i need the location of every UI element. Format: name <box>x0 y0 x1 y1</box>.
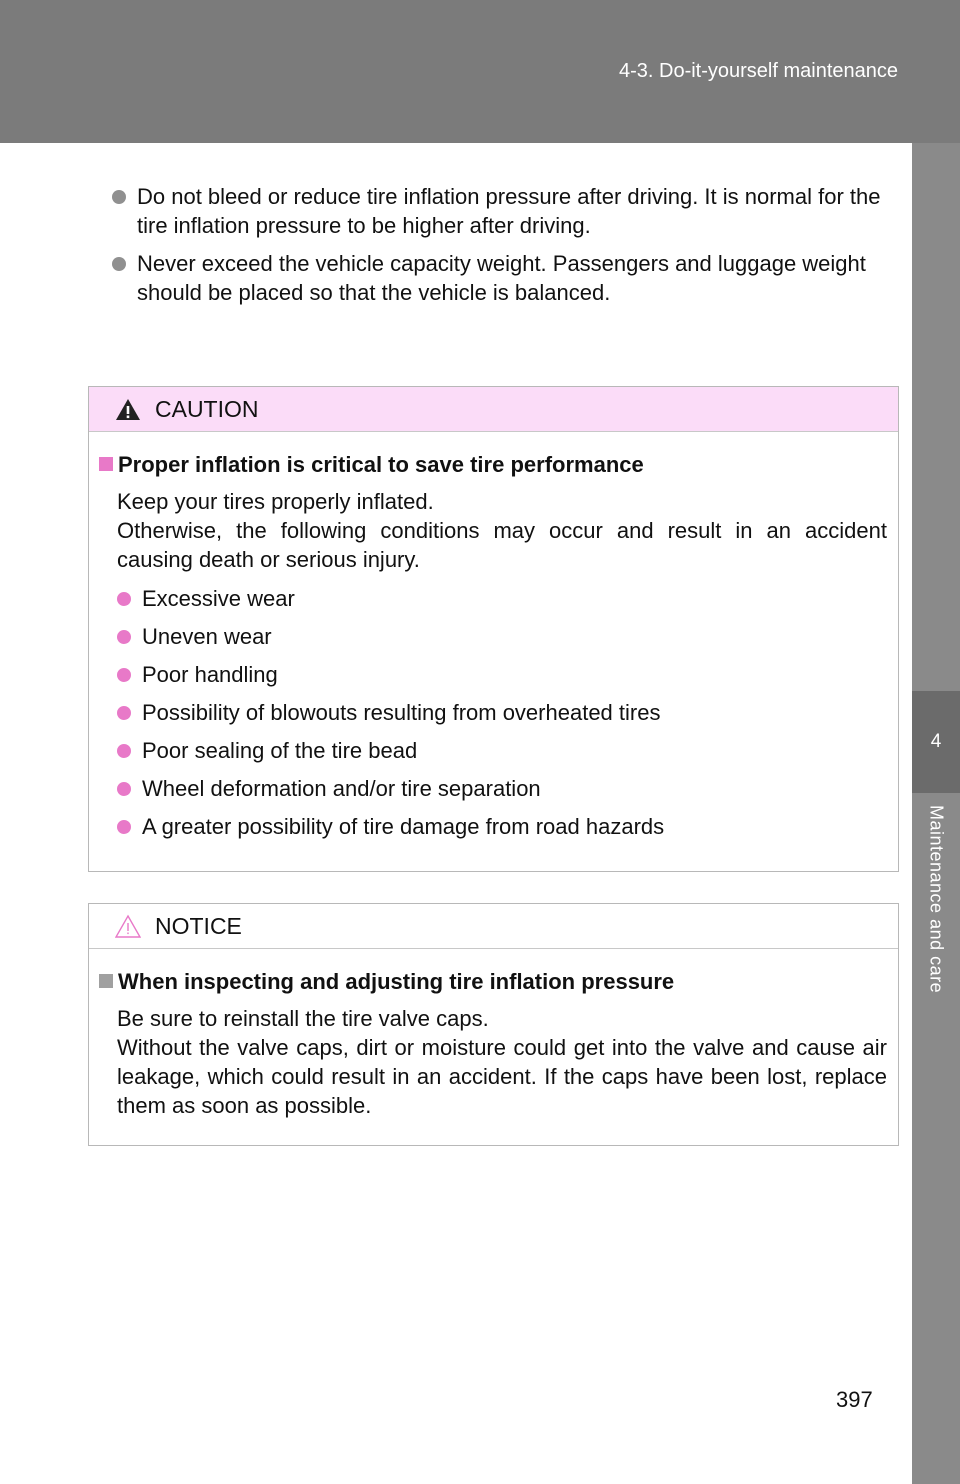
list-item: Poor handling <box>117 660 887 689</box>
list-item: Do not bleed or reduce tire inflation pressure after driving. It is normal for the tire inflation pressure to be higher after driving. <box>112 182 902 240</box>
caution-label: CAUTION <box>155 395 259 422</box>
chapter-title: Maintenance and care <box>926 805 947 994</box>
bullet-dot-icon <box>117 668 131 682</box>
list-item: Excessive wear <box>117 584 887 613</box>
caution-paragraph: Otherwise, the following conditions may occur and result in an accident causing death or serious injury. <box>117 518 887 572</box>
notice-paragraph: Without the valve caps, dirt or moisture could get into the valve and cause air leakage, which could result in an accident. If the caps have been lost, replace them as soon as possible. <box>117 1035 887 1118</box>
top-bullet-list <box>112 182 902 316</box>
caution-box <box>88 386 899 872</box>
list-item: Never exceed the vehicle capacity weight. Passengers and luggage weight should be placed so that the vehicle is balanced. <box>112 249 902 307</box>
section-title: 4-3. Do-it-yourself maintenance <box>618 60 898 82</box>
caution-header <box>89 387 898 432</box>
chapter-title-vertical <box>912 793 960 1033</box>
bullet-dot-icon <box>117 706 131 720</box>
notice-triangle-icon <box>115 914 141 938</box>
caution-heading: Proper inflation is critical to save tire performance <box>89 450 887 479</box>
bullet-dot-icon <box>117 592 131 606</box>
bullet-dot-icon <box>112 190 126 204</box>
chapter-number: 4 <box>912 691 960 793</box>
square-bullet-icon <box>99 974 113 988</box>
list-item: A greater possibility of tire damage from road hazards <box>117 812 887 841</box>
bullet-dot-icon <box>117 630 131 644</box>
bullet-dot-icon <box>117 782 131 796</box>
chapter-side-tab <box>912 143 960 1484</box>
list-item: Poor sealing of the tire bead <box>117 736 887 765</box>
notice-header <box>89 904 898 949</box>
notice-heading: When inspecting and adjusting tire inflation pressure <box>89 967 887 996</box>
bullet-dot-icon <box>117 744 131 758</box>
square-bullet-icon <box>99 457 113 471</box>
page-number: 397 <box>836 1387 873 1412</box>
list-item: Wheel deformation and/or tire separation <box>117 774 887 803</box>
notice-paragraph: Be sure to reinstall the tire valve caps. <box>117 1006 489 1031</box>
notice-box <box>88 903 899 1146</box>
page-header <box>0 0 960 143</box>
caution-body <box>89 432 898 841</box>
bullet-dot-icon <box>112 257 126 271</box>
warning-triangle-icon <box>115 397 141 421</box>
notice-body <box>89 949 898 1120</box>
list-item: Possibility of blowouts resulting from overheated tires <box>117 698 887 727</box>
caution-paragraph: Keep your tires properly inflated. <box>117 489 434 514</box>
notice-label: NOTICE <box>155 912 242 939</box>
bullet-dot-icon <box>117 820 131 834</box>
list-item: Uneven wear <box>117 622 887 651</box>
